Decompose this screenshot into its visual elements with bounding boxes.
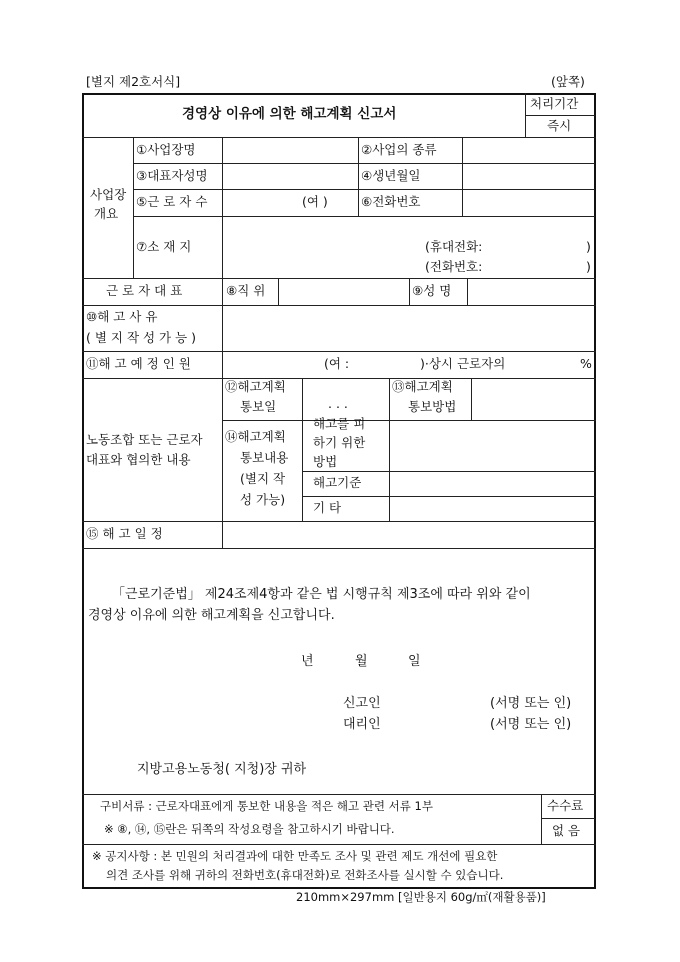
processing-period-label: 처리기간: [530, 96, 579, 111]
writing-guide-note: ※ ⑧, ⑭, ⑮란은 뒤쪽의 작성요령을 참고하시기 바랍니다.: [104, 822, 395, 836]
female-worker-count: (여 ): [302, 194, 328, 209]
paper-spec: 210mm×297mm [일반용지 60g/㎡(재활용품)]: [296, 890, 546, 904]
date-day: 일: [408, 654, 421, 669]
rule: [82, 548, 596, 549]
notify-date-label: ⑫해고계획: [225, 379, 286, 394]
rule: [82, 305, 596, 306]
workplace-name-label: ①사업장명: [136, 142, 196, 157]
rule: [82, 278, 596, 279]
rule: [222, 278, 223, 305]
rule: [278, 278, 279, 305]
processing-period-value: 즉시: [547, 118, 572, 133]
mobile-close: ): [586, 239, 591, 254]
rule: [525, 115, 595, 116]
attachment-allowed-note: ( 별 지 작 성 가 능 ): [86, 330, 197, 345]
rule: [409, 278, 410, 305]
female-count-label: (여 :: [324, 356, 350, 371]
frame-top: [82, 93, 596, 95]
birth-date-label: ④생년월일: [361, 168, 421, 183]
notify-content-label-2: 통보내용: [240, 450, 289, 465]
position-label: ⑧직 위: [226, 283, 266, 298]
notify-date-label-2: 통보일: [240, 399, 277, 414]
rule: [541, 794, 542, 844]
rule: [358, 137, 359, 217]
rule: [133, 216, 595, 217]
rule: [82, 378, 596, 379]
date-month: 월: [355, 654, 368, 669]
rule: [302, 496, 596, 497]
rule: [302, 471, 596, 472]
rule: [222, 420, 596, 421]
notify-content-label-3: (별지 작: [240, 471, 286, 486]
rule: [222, 137, 223, 278]
criteria-label: 해고기준: [313, 475, 362, 490]
fee-value: 없 음: [552, 823, 581, 838]
address-label: ⑦소 재 지: [136, 239, 192, 254]
reporter-label: 신고인: [343, 696, 381, 711]
rule: [222, 351, 223, 378]
dismissal-schedule-label: ⑮ 해 고 일 정: [86, 526, 163, 541]
agent-label: 대리인: [343, 717, 381, 732]
rule: [302, 378, 303, 521]
declaration-line-1: 「근로기준법」 제24조제4항과 같은 법 시행규칙 제3조에 따라 위와 같이: [112, 587, 531, 602]
avoidance-method-label: 해고를 피: [313, 416, 366, 431]
tel-close: ): [586, 259, 591, 274]
rule: [82, 794, 596, 795]
form-id: [별지 제2호서식]: [86, 74, 181, 89]
avoidance-method-label-3: 방법: [313, 454, 338, 469]
business-overview-label-2: 개요: [94, 206, 119, 221]
rule: [133, 137, 134, 278]
worker-rep-label: 근 로 자 대 표: [106, 283, 183, 298]
rule: [82, 844, 596, 845]
required-documents: 구비서류 : 근로자대표에게 통보한 내용을 적은 해고 관련 서류 1부: [100, 799, 433, 813]
rule: [82, 521, 596, 522]
notice-line-1: ※ 공지사항 : 본 민원의 처리결과에 대한 만족도 조사 및 관련 제도 개선에 필요한: [92, 849, 498, 863]
rule: [222, 305, 223, 351]
page-side-label: (앞쪽): [551, 74, 585, 89]
form-title: 경영상 이유에 의한 해고계획 신고서: [182, 106, 397, 122]
rule: [222, 521, 223, 548]
representative-name-label: ③대표자성명: [136, 168, 208, 183]
notify-content-label: ⑭해고계획: [225, 429, 286, 444]
notice-line-2: 의견 조사를 위해 귀하의 전화번호(휴대전화)로 전화조사를 실시할 수 있습니다.: [106, 868, 504, 882]
dismissal-reason-label: ⑩해 고 사 유: [86, 309, 158, 324]
rule: [133, 163, 595, 164]
addressee: 지방고용노동청( 지청)장 귀하: [137, 762, 307, 777]
planned-dismissal-label: ⑪해 고 예 정 인 원: [86, 356, 191, 371]
fee-label: 수수료: [547, 798, 584, 813]
rule: [222, 378, 223, 521]
notify-content-label-4: 성 가능): [240, 492, 286, 507]
rule: [541, 818, 595, 819]
frame-bottom: [82, 887, 596, 889]
date-year: 년: [301, 654, 314, 669]
business-type-label: ②사업의 종류: [361, 142, 437, 157]
rule: [82, 351, 596, 352]
notify-date-dots: . . .: [328, 396, 348, 411]
rule: [467, 278, 468, 305]
worker-count-label: ⑤근 로 자 수: [136, 194, 208, 209]
avoidance-method-label-2: 하기 위한: [313, 435, 366, 450]
notify-method-label-2: 통보방법: [408, 399, 457, 414]
business-overview-label: 사업장: [90, 187, 127, 202]
reporter-signature: (서명 또는 인): [490, 696, 572, 711]
rule: [462, 137, 463, 217]
consultation-label: 노동조합 또는 근로자: [86, 432, 203, 447]
percent-sign: %: [580, 356, 592, 371]
frame-right: [594, 93, 596, 889]
mobile-label: (휴대전화:: [425, 239, 483, 254]
rule: [133, 189, 595, 190]
frame-left: [82, 93, 84, 889]
tel-label: (전화번호:: [425, 259, 483, 274]
declaration-line-2: 경영상 이유에 의한 해고계획을 신고합니다.: [88, 608, 335, 623]
other-label: 기 타: [313, 500, 342, 515]
rule: [389, 378, 390, 521]
agent-signature: (서명 또는 인): [490, 717, 572, 732]
regular-worker-ratio: )·상시 근로자의: [420, 356, 506, 371]
notify-method-label: ⑬해고계획: [392, 379, 453, 394]
name-label: ⑨성 명: [412, 283, 452, 298]
rule: [82, 137, 596, 138]
rule: [471, 378, 472, 420]
consultation-label-2: 대표와 협의한 내용: [86, 452, 191, 467]
phone-label: ⑥전화번호: [361, 194, 421, 209]
